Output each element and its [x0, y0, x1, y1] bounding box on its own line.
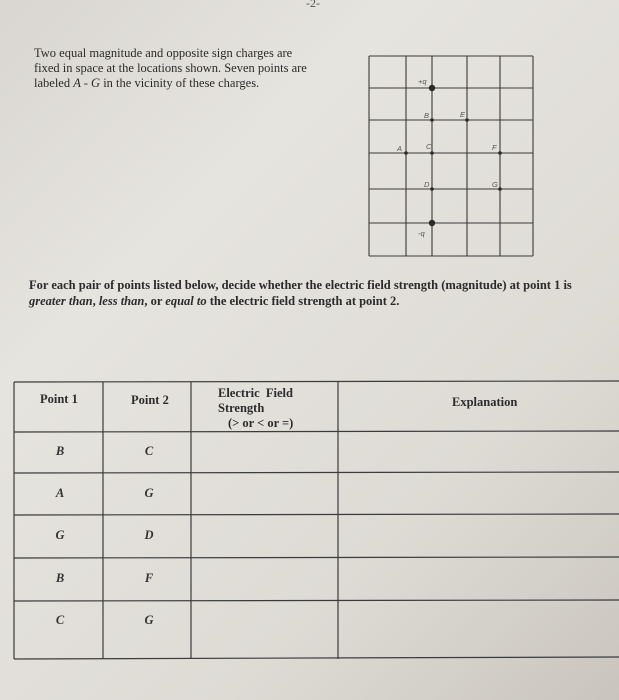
row-3-point-2: D — [144, 528, 154, 542]
row-2-point-2: G — [144, 486, 154, 500]
point-e-label: E — [460, 110, 466, 119]
point-d-label: D — [424, 180, 430, 189]
row-4-point-2: F — [144, 571, 154, 585]
header-field-strength: Electric Field Strength (> or < or =) — [218, 386, 294, 430]
header-point-1: Point 1 — [40, 392, 78, 406]
positive-charge-label: +q — [418, 77, 427, 86]
point-range: A - G — [73, 76, 101, 90]
row-1-point-1: B — [55, 444, 65, 458]
row-2-point-1: A — [55, 486, 65, 500]
instructions-text: For each pair of points listed below, decide whether the electric field strength (magnitude) at point 1 is greater than, less than, or equal to the electric field strength at point 2. — [29, 278, 572, 308]
row-4-point-1: B — [55, 571, 65, 585]
row-5-point-2: G — [144, 613, 154, 627]
point-f-label: F — [492, 143, 497, 152]
header-point-2: Point 2 — [131, 393, 169, 407]
header-explanation: Explanation — [452, 395, 518, 409]
intro-line-2: fixed in space at the locations shown. Seven points are — [34, 61, 307, 75]
row-3-point-1: G — [55, 528, 65, 542]
point-a-label: A — [397, 144, 403, 153]
point-b-label: B — [424, 111, 430, 120]
intro-line-1: Two equal magnitude and opposite sign charges are — [34, 46, 293, 60]
intro-line-3: labeled A - G in the vicinity of these charges. — [34, 76, 260, 90]
row-1-point-2: C — [144, 444, 154, 458]
negative-charge-label: -q — [418, 229, 425, 238]
row-5-point-1: C — [55, 613, 65, 627]
point-g-label: G — [492, 180, 498, 189]
point-c-label: C — [426, 142, 432, 151]
page-number: -2- — [306, 0, 320, 10]
